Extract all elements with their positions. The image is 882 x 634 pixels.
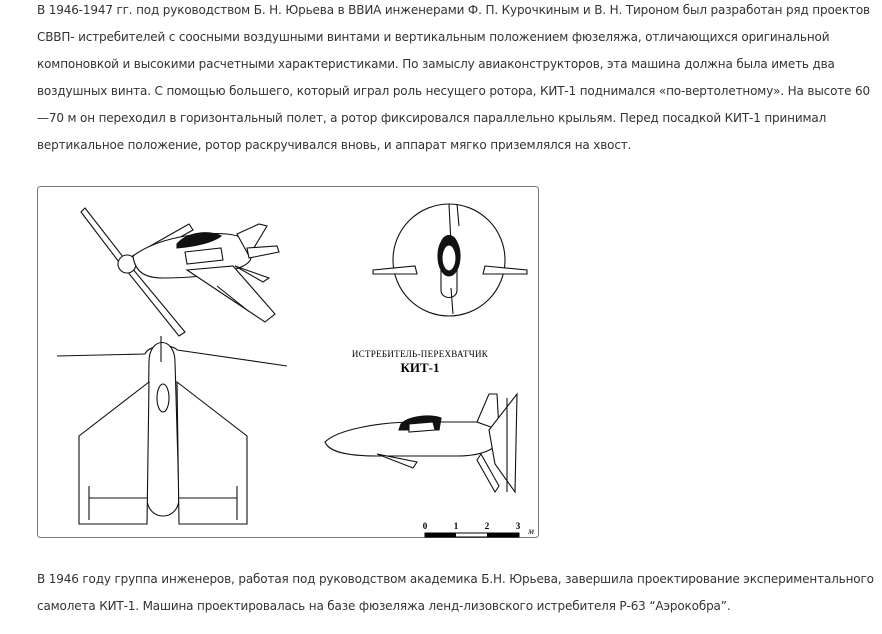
- kit1-three-view-drawing: [37, 186, 539, 538]
- scale-label-3: 3: [515, 521, 521, 531]
- drawing-caption-name: КИТ-1: [400, 360, 440, 375]
- scale-label-1: 1: [453, 521, 459, 531]
- scale-label-2: 2: [484, 521, 490, 531]
- intro-paragraph: В 1946-1947 гг. под руководством Б. Н. Юрьева в ВВИА инженерами Ф. П. Курочкиным и В. Н. Тироном был разработан ряд проектов СВВП- истребителей с соосными воздушными винтами и вертикальным положением фюзеляжа, отличающихся оригинальной компоновкой и высокими расчетными характеристиками. По замыслу авиаконструкторов, эта машина должна была иметь два воздушных винта. С помощью большего, который играл роль несущего ротора, КИТ-1 поднимался «по-вертолетному». На высоте 60—70 м он переходил в горизонтальный полет, а ротор фиксировался параллельно крыльям. Перед посадкой КИТ-1 принимал вертикальное положение, ротор раскручивался вновь, и аппарат мягко приземлялся на хвост.: [37, 3, 871, 152]
- followup-paragraph: В 1946 году группа инженеров, работая под руководством академика Б.Н. Юрьева, завершила проектирование экспериментального самолета КИТ-1. Машина проектировалась на базе фюзеляжа ленд-лизовского истребителя Р-63 “Аэрокобра”.: [37, 572, 874, 613]
- drawing-caption-type: ИСТРЕБИТЕЛЬ-ПЕРЕХВАТЧИК: [351, 349, 489, 359]
- scale-label-0: 0: [422, 521, 428, 531]
- scale-unit: м: [528, 526, 534, 536]
